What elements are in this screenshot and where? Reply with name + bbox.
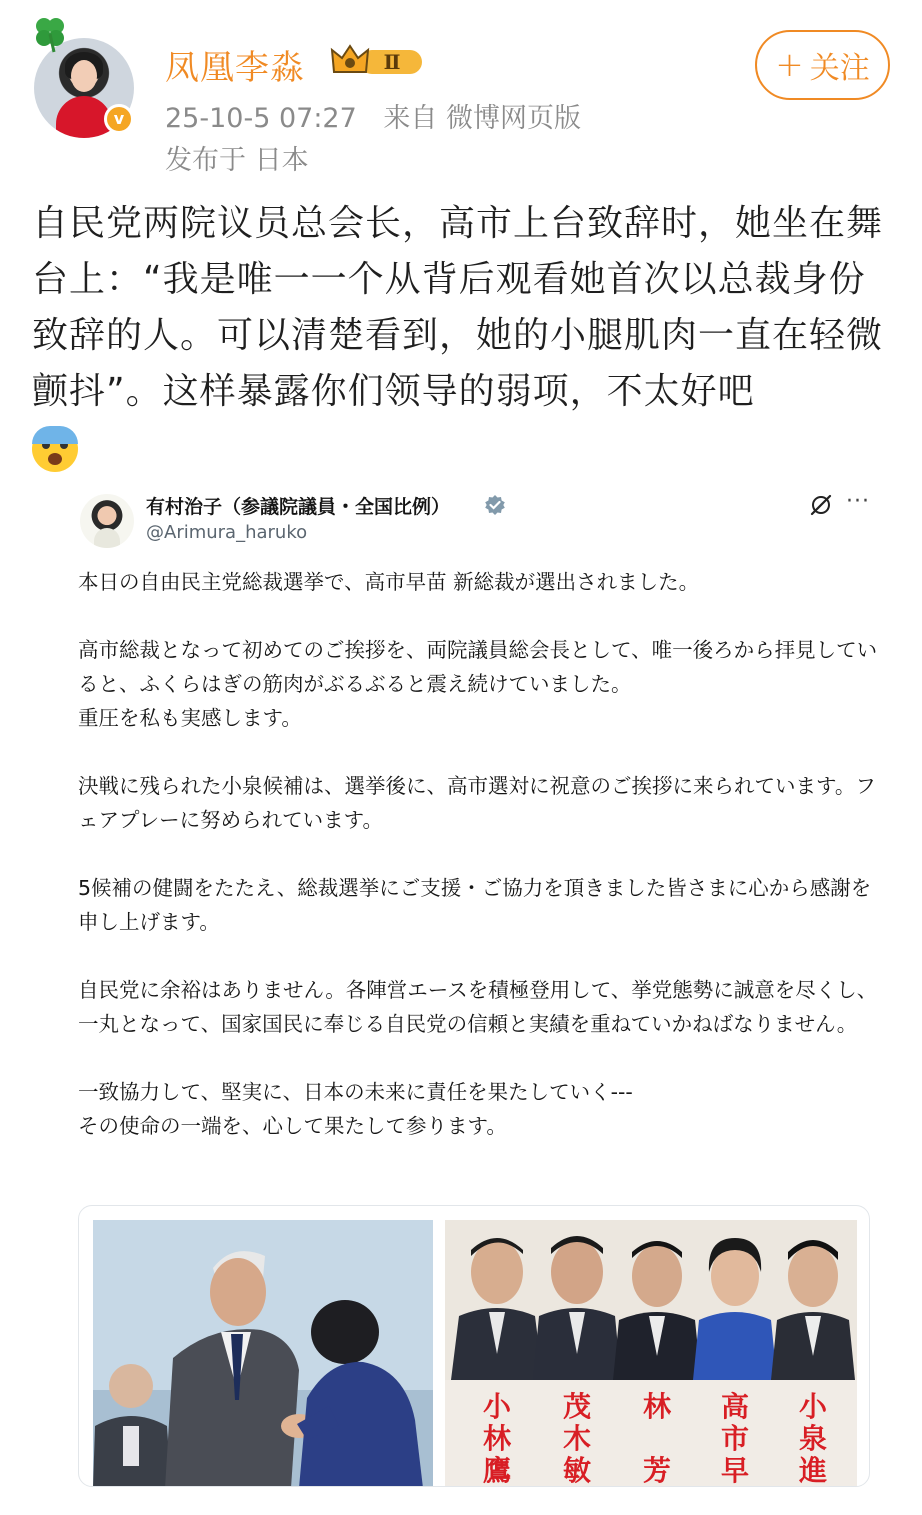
grok-icon[interactable] xyxy=(808,492,834,518)
x-paragraph: 決戦に残られた小泉候補は、選挙後に、高市選対に祝意のご挨拶に来られています。フェアプレーに努められています。 xyxy=(78,774,876,832)
candidate-name-3: 林 xyxy=(642,1390,672,1423)
x-post-text xyxy=(78,565,878,1177)
svg-text:鷹: 鷹 xyxy=(482,1454,512,1487)
shocked-emoji-icon xyxy=(32,426,78,472)
weibo-post-header xyxy=(0,0,922,180)
x-author-avatar[interactable] xyxy=(80,494,134,548)
verified-badge-icon xyxy=(484,494,506,516)
handshake-photo[interactable] xyxy=(93,1220,433,1487)
x-paragraph: 一致協力して、堅実に、日本の未来に責任を果たしていく--- その使命の一端を、心して果たして参ります。 xyxy=(78,1080,633,1138)
svg-text:木: 木 xyxy=(562,1422,592,1455)
candidate-name-4: 高 xyxy=(720,1390,750,1423)
verified-icon: v xyxy=(104,104,134,134)
follow-button[interactable] xyxy=(755,30,890,100)
svg-text:進: 進 xyxy=(798,1454,828,1487)
level-label: Ⅱ xyxy=(383,50,401,74)
x-paragraph: 本日の自由民主党総裁選挙で、高市早苗 新総裁が選出されました。 xyxy=(78,570,700,594)
weibo-post-text: 自民党两院议员总会长，高市上台致辞时，她坐在舞台上：“我是唯一一个从背后观看她首次以总裁身份致辞的人。可以清楚看到，她的小腿肌肉一直在轻微颤抖”。这样暴露你们领导的弱项，不太好吧 xyxy=(32,203,884,412)
author-name[interactable]: 凤凰李淼 xyxy=(165,48,305,88)
post-source: 来自 微博网页版 xyxy=(383,103,581,134)
x-author-name[interactable]: 有村治子（参議院議員・全国比例） xyxy=(146,496,451,518)
crown-level-icon xyxy=(330,42,424,78)
plus-icon: + xyxy=(775,45,804,85)
post-meta xyxy=(165,96,599,135)
candidates-poster-photo[interactable] xyxy=(445,1220,857,1487)
svg-text:早: 早 xyxy=(720,1454,750,1487)
x-author-handle[interactable]: @Arimura_haruko xyxy=(146,522,308,543)
clover-icon xyxy=(30,14,70,54)
candidate-name-2: 茂 xyxy=(562,1390,592,1423)
more-icon[interactable]: ··· xyxy=(846,489,870,514)
weibo-post-body xyxy=(32,196,894,476)
svg-text:芳: 芳 xyxy=(642,1454,672,1487)
svg-text:林: 林 xyxy=(482,1422,512,1455)
x-paragraph: 自民党に余裕はありません。各陣営エースを積極登用して、挙党態勢に誠意を尽くし、一丸となって、国家国民に奉じる自民党の信頼と実績を重ねていかねばなりません。 xyxy=(78,978,878,1036)
x-paragraph: 5候補の健闘をたたえ、総裁選挙にご支援・ご協力を頂きました皆さまに心から感謝を申し上げます。 xyxy=(78,876,872,934)
embedded-x-post[interactable] xyxy=(52,470,892,1500)
candidate-name-5: 小 xyxy=(798,1390,828,1423)
x-paragraph: 高市総裁となって初めてのご挨拶を、両院議員総会長として、唯一後ろから拝見していると、ふくらはぎの筋肉がぶるぶると震え続けていました。 重圧を私も実感します。 xyxy=(78,638,878,730)
svg-text:敏: 敏 xyxy=(562,1454,592,1487)
candidate-name-1: 小 xyxy=(482,1390,512,1423)
post-location: 发布于 日本 xyxy=(165,145,309,176)
svg-text:市: 市 xyxy=(720,1422,750,1455)
x-media-grid[interactable] xyxy=(78,1205,870,1487)
svg-text:泉: 泉 xyxy=(798,1422,828,1455)
post-timestamp: 25-10-5 07:27 xyxy=(165,103,357,134)
follow-label: 关注 xyxy=(809,51,870,86)
